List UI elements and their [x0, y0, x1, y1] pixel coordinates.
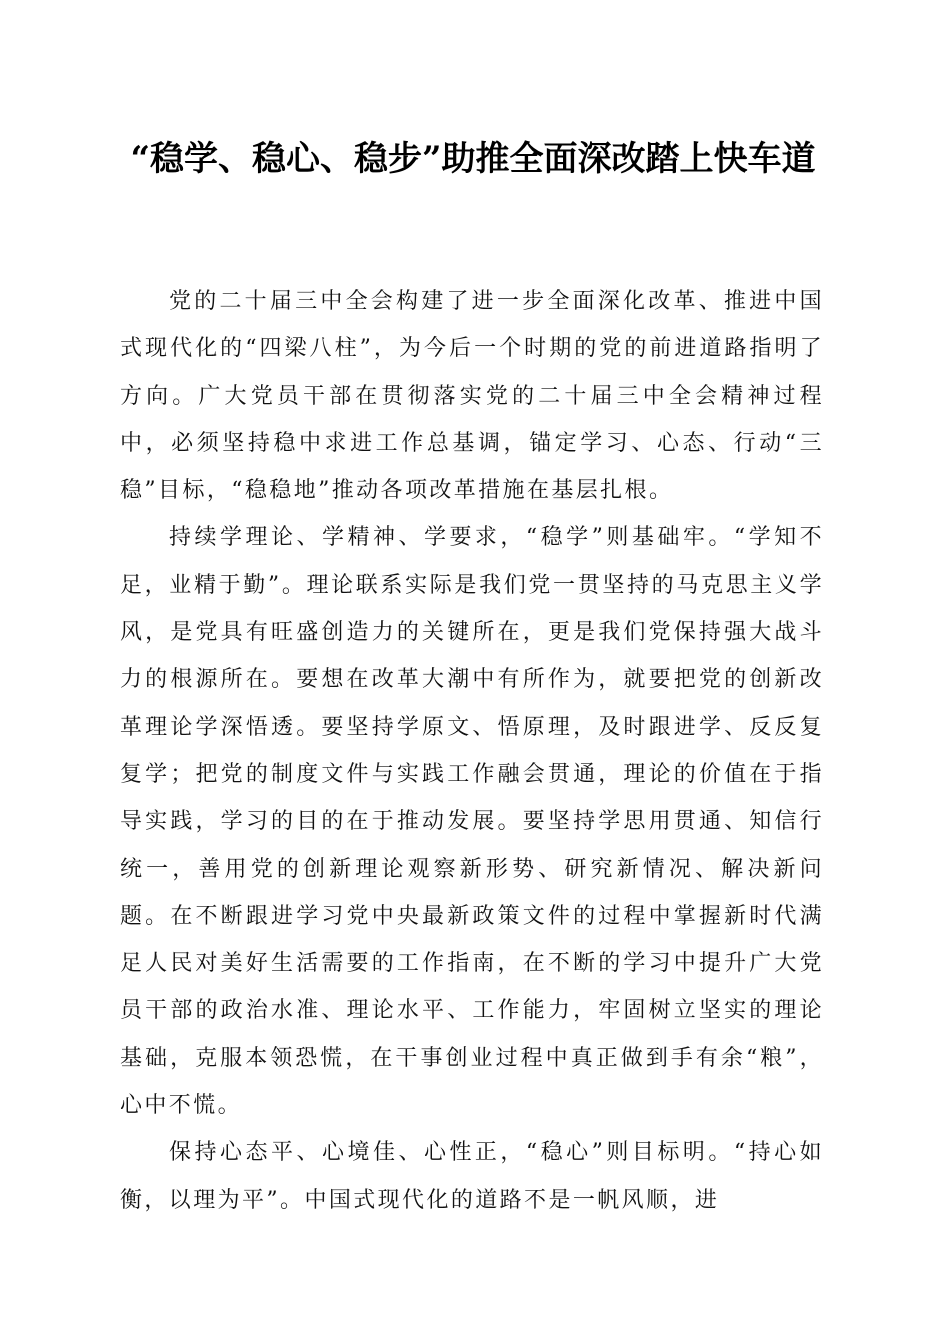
- document-body: [120, 278, 824, 1224]
- paragraph-steady-learning: 持续学理论、学精神、学要求，“稳学”则基础牢。“学知不足，业精于勤”。理论联系实际是我们党一贯坚持的马克思主义学风，是党具有旺盛创造力的关键所在，更是我们党保持强大战斗力的根源所在。要想在改革大潮中有所作为，就要把党的创新改革理论学深悟透。要坚持学原文、悟原理，及时跟进学、反反复复学；把党的制度文件与实践工作融会贯通，理论的价值在于指导实践，学习的目的在于推动发展。要坚持学思用贯通、知信行统一，善用党的创新理论观察新形势、研究新情况、解决新问题。在不断跟进学习党中央最新政策文件的过程中掌握新时代满足人民对美好生活需要的工作指南，在不断的学习中提升广大党员干部的政治水准、理论水平、工作能力，牢固树立坚实的理论基础，克服本领恐慌，在干事创业过程中真正做到手有余“粮”，心中不慌。: [120, 525, 824, 1119]
- document-title: “稳学、稳心、稳步”助推全面深改踏上快车道: [130, 139, 816, 179]
- paragraph-steady-mind: 保持心态平、心境佳、心性正，“稳心”则目标明。“持心如衡，以理为平”。中国式现代化的道路不是一帆风顺，进: [120, 1140, 824, 1213]
- paragraph-intro: 党的二十届三中全会构建了进一步全面深化改革、推进中国式现代化的“四梁八柱”，为今后一个时期的党的前进道路指明了方向。广大党员干部在贯彻落实党的二十届三中全会精神过程中，必须坚持稳中求进工作总基调，锚定学习、心态、行动“三稳”目标，“稳稳地”推动各项改革措施在基层扎根。: [120, 289, 824, 504]
